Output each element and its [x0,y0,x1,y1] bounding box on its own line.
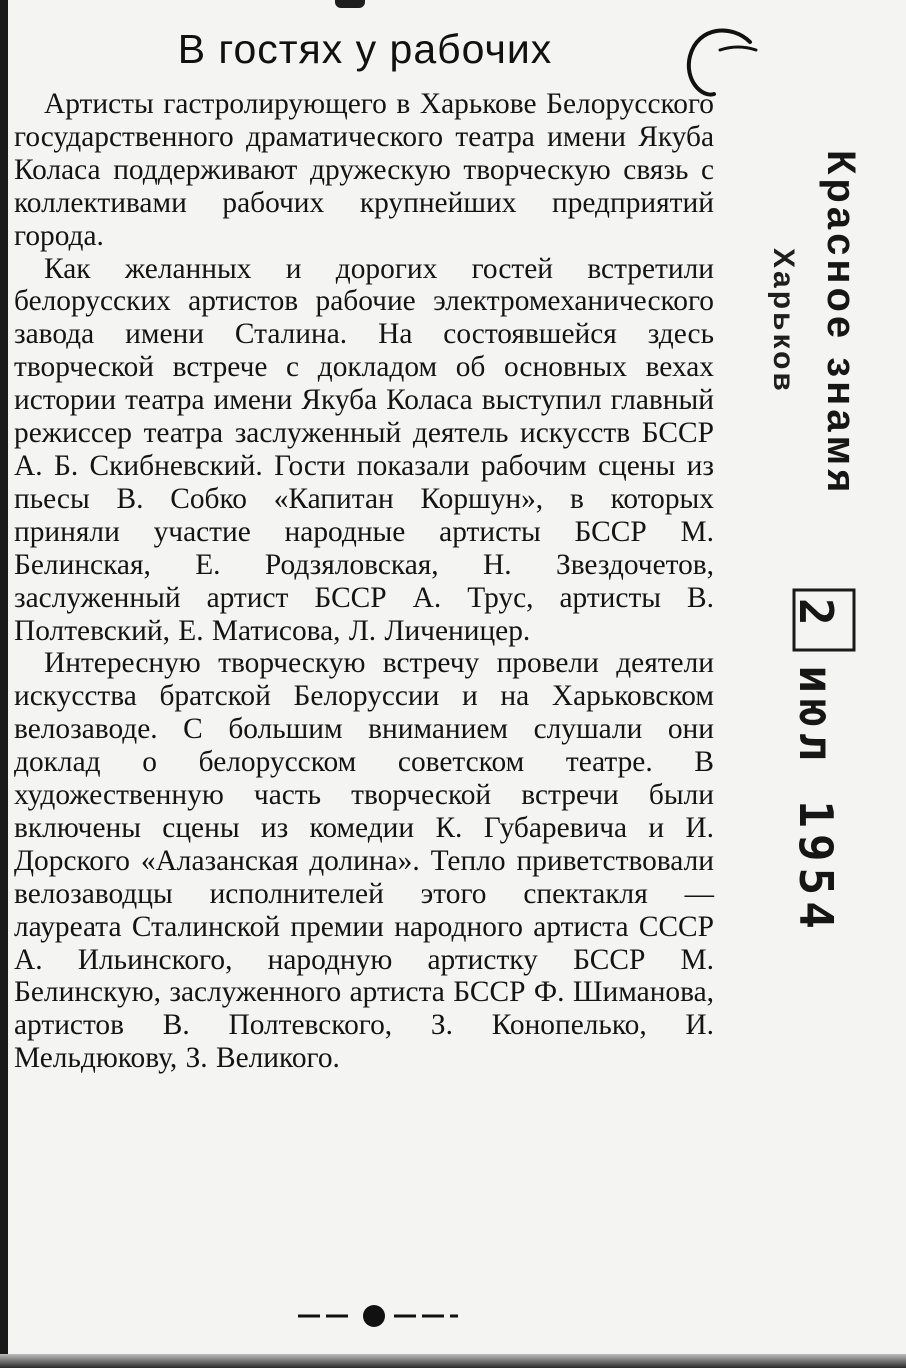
stamp-date: 2 июл 1954 [789,598,843,935]
cut-letter-fragment [335,0,365,8]
end-ornament [298,1304,458,1328]
paragraph-1: Артисты гастролирующего в Харькове Белорусского государственного драматического театра имени Якуба Коласа поддерживают дружескую творческую связь с коллективами рабочих крупнейших предприятий города. [14,88,714,252]
stamp-newspaper-name: Красное знамя [819,150,863,497]
handwritten-pen-mark [680,20,760,110]
scan-bottom-edge [0,1354,906,1368]
newspaper-date-stamp [760,150,890,970]
article-headline: В гостях у рабочих [177,26,553,72]
article-body [14,88,714,1075]
paragraph-3: Интересную творческую встречу провели деятели искусства братской Белоруссии и на Харьковском велозаводе. С большим вниманием слушали они доклад о белорусском советском театре. В художественную часть творческой встречи были включены сцены из комедии К. Губаревича и И. Дорского «Алазанская долина». Тепло приветствовали велозаводцы исполнителей этого спектакля — лауреата Сталинской премии народного артиста СССР А. Ильинского, народную артистку БССР М. Белинскую, заслуженного артиста БССР Ф. Шиманова, артистов В. Полтевского, З. Конопелько, И. Мельдюкову, З. Великого. [14,647,714,1075]
paragraph-2: Как желанных и дорогих гостей встретили белорусских артистов рабочие электромеханического завода имени Сталина. На состоявшейся здесь творческой встрече с докладом об основных вехах истории театра имени Якуба Коласа выступил главный режиссер театра заслуженный деятель искусств БССР А. Б. Скибневский. Гости показали рабочим сцены из пьесы В. Собко «Капитан Коршун», в которых приняли участие народные артисты БССР М. Белинская, Е. Родзяловская, Н. Звездочетов, заслуженный артист БССР А. Трус, артисты В. Полтевский, Е. Матисова, Л. Личеницер. [14,252,714,647]
stamp-city: Харьков [767,248,800,394]
scan-left-edge [0,0,8,1368]
